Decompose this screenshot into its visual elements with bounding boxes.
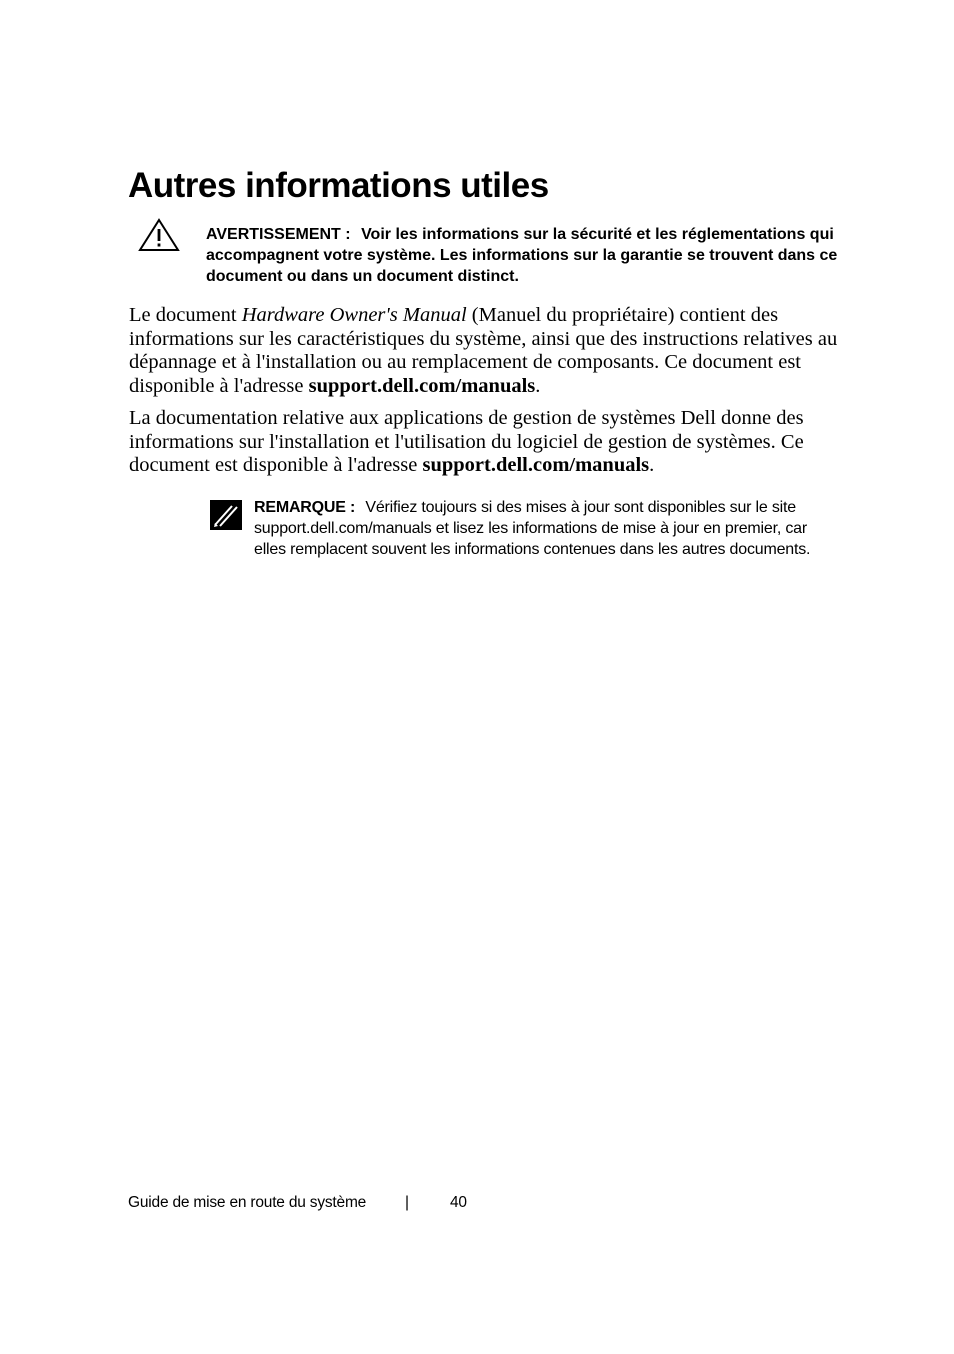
paragraph2-text-start: La documentation relative aux applications de gestion de systèmes Dell donne des informations sur l'installation et l'utilisation du logiciel de gestion de systèmes. Ce document est disponible à l'adresse xyxy=(129,407,804,477)
note-pencil-icon xyxy=(210,500,242,530)
support-link[interactable]: support.dell.com/manuals xyxy=(308,374,536,397)
note-text: Vérifiez toujours si des mises à jour sont disponibles sur le site support.dell.com/manuals et lisez les informations de mise à jour en premier, car elles remplacent souvent les informations contenues dans les autres documents. xyxy=(254,499,811,558)
warning-text: Voir les informations sur la sécurité et les réglementations qui accompagnent votre système. Les informations sur la garantie se trouvent dans ce document ou dans un document distinct. xyxy=(206,226,838,285)
warning-triangle-icon xyxy=(138,218,180,252)
page-number: 40 xyxy=(450,1194,467,1211)
paragraph1-text-middle: (Manuel du propriétaire) contient des informations sur les caractéristiques du système, ainsi que des instructions relatives au dépannage et à l'installation ou au remplacement de composants. Ce document est disponible à l'adresse xyxy=(129,304,838,397)
note-block xyxy=(254,497,814,560)
manual-title: Hardware Owner's Manual xyxy=(241,304,467,326)
support-link[interactable]: support.dell.com/manuals xyxy=(422,454,650,477)
paragraph-systems-management xyxy=(129,407,864,478)
warning-label: AVERTISSEMENT : xyxy=(206,226,351,243)
footer-title: Guide de mise en route du système xyxy=(128,1194,367,1211)
paragraph1-text-end: . xyxy=(535,374,541,397)
footer-separator: | xyxy=(405,1194,409,1211)
paragraph2-text-end: . xyxy=(649,454,655,477)
page-title: Autres informations utiles xyxy=(128,166,549,205)
note-label: REMARQUE : xyxy=(254,499,356,516)
paragraph1-text-start: Le document xyxy=(129,304,242,326)
warning-block xyxy=(206,224,866,287)
paragraph-hardware-manual xyxy=(129,304,864,398)
